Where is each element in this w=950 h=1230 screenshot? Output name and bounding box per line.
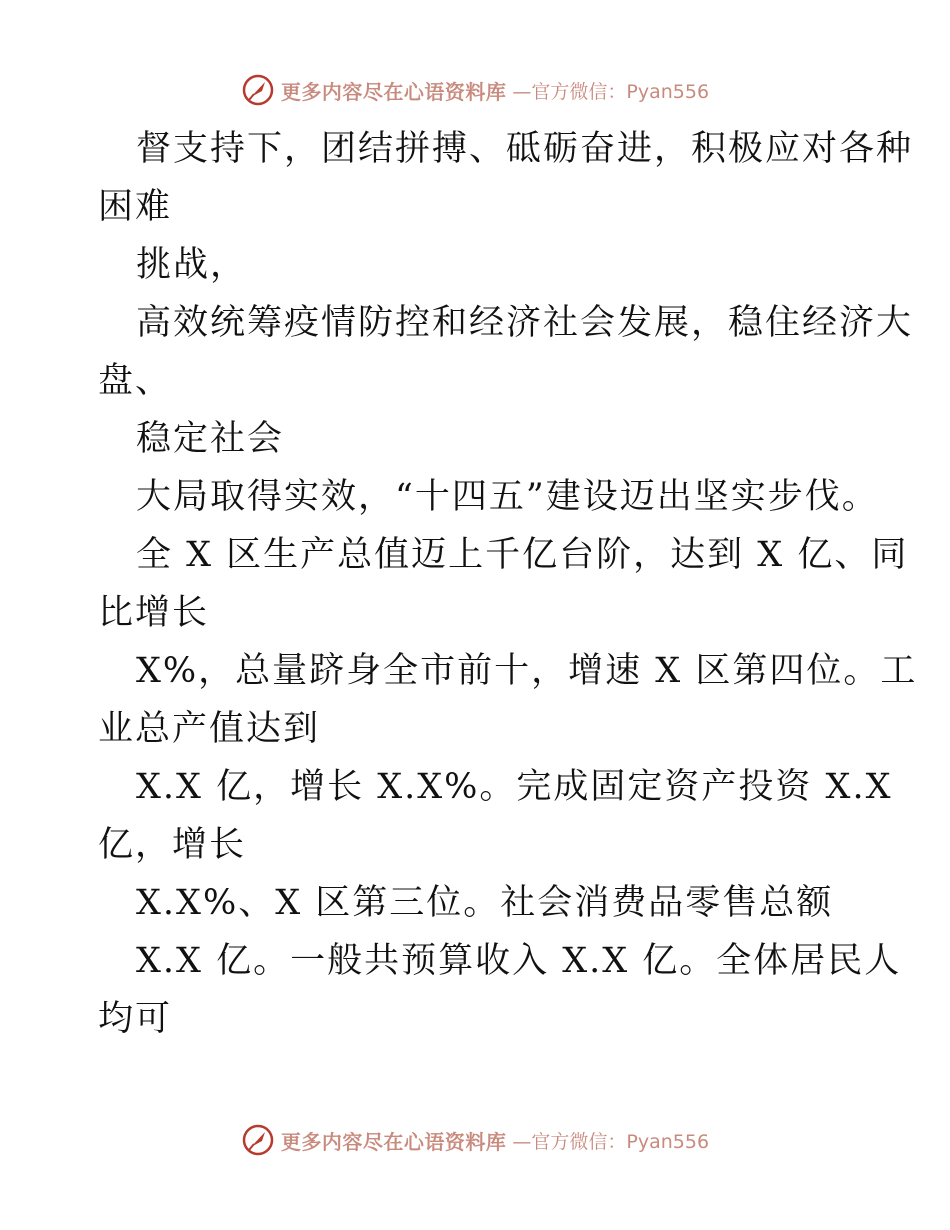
quill-logo-icon <box>241 73 275 107</box>
text-line: 挑战， <box>136 245 248 285</box>
text-line: 大局取得实效，“十四五”建设迈出坚实步伐。 <box>136 477 879 517</box>
text-line: X.X 亿。一般共预算收入 X.X 亿。全体居民人 <box>136 941 902 981</box>
text-line: 均可 <box>98 999 173 1039</box>
text-line: 稳定社会 <box>136 419 285 459</box>
text-line: 业总产值达到 <box>98 709 321 749</box>
text-line: 督支持下，团结拼搏、砥砺奋进，积极应对各种 <box>136 129 914 169</box>
text-line: X.X 亿，增长 X.X%。完成固定资产投资 X.X <box>136 767 893 807</box>
text-line: X.X%、X 区第三位。社会消费品零售总额 <box>136 883 834 923</box>
watermark-brand: 更多内容尽在心语资料库 <box>280 1129 507 1154</box>
watermark-contact: —官方微信：Pyan556 <box>512 1130 710 1153</box>
document-body <box>98 120 918 1048</box>
footer-watermark <box>0 1120 950 1160</box>
text-line: 困难 <box>98 187 173 227</box>
text-line: 全 X 区生产总值迈上千亿台阶，达到 X 亿、同 <box>136 535 909 575</box>
text-line: 比增长 <box>98 593 210 633</box>
text-line: 亿，增长 <box>98 825 247 865</box>
watermark-contact: —官方微信：Pyan556 <box>512 80 710 103</box>
quill-logo-icon <box>241 1123 275 1157</box>
text-line: X%，总量跻身全市前十，增速 X 区第四位。工 <box>136 651 918 691</box>
text-line: 高效统筹疫情防控和经济社会发展，稳住经济大 <box>136 303 914 343</box>
text-line: 盘、 <box>98 361 173 401</box>
watermark-brand: 更多内容尽在心语资料库 <box>280 79 507 104</box>
header-watermark <box>0 70 950 110</box>
